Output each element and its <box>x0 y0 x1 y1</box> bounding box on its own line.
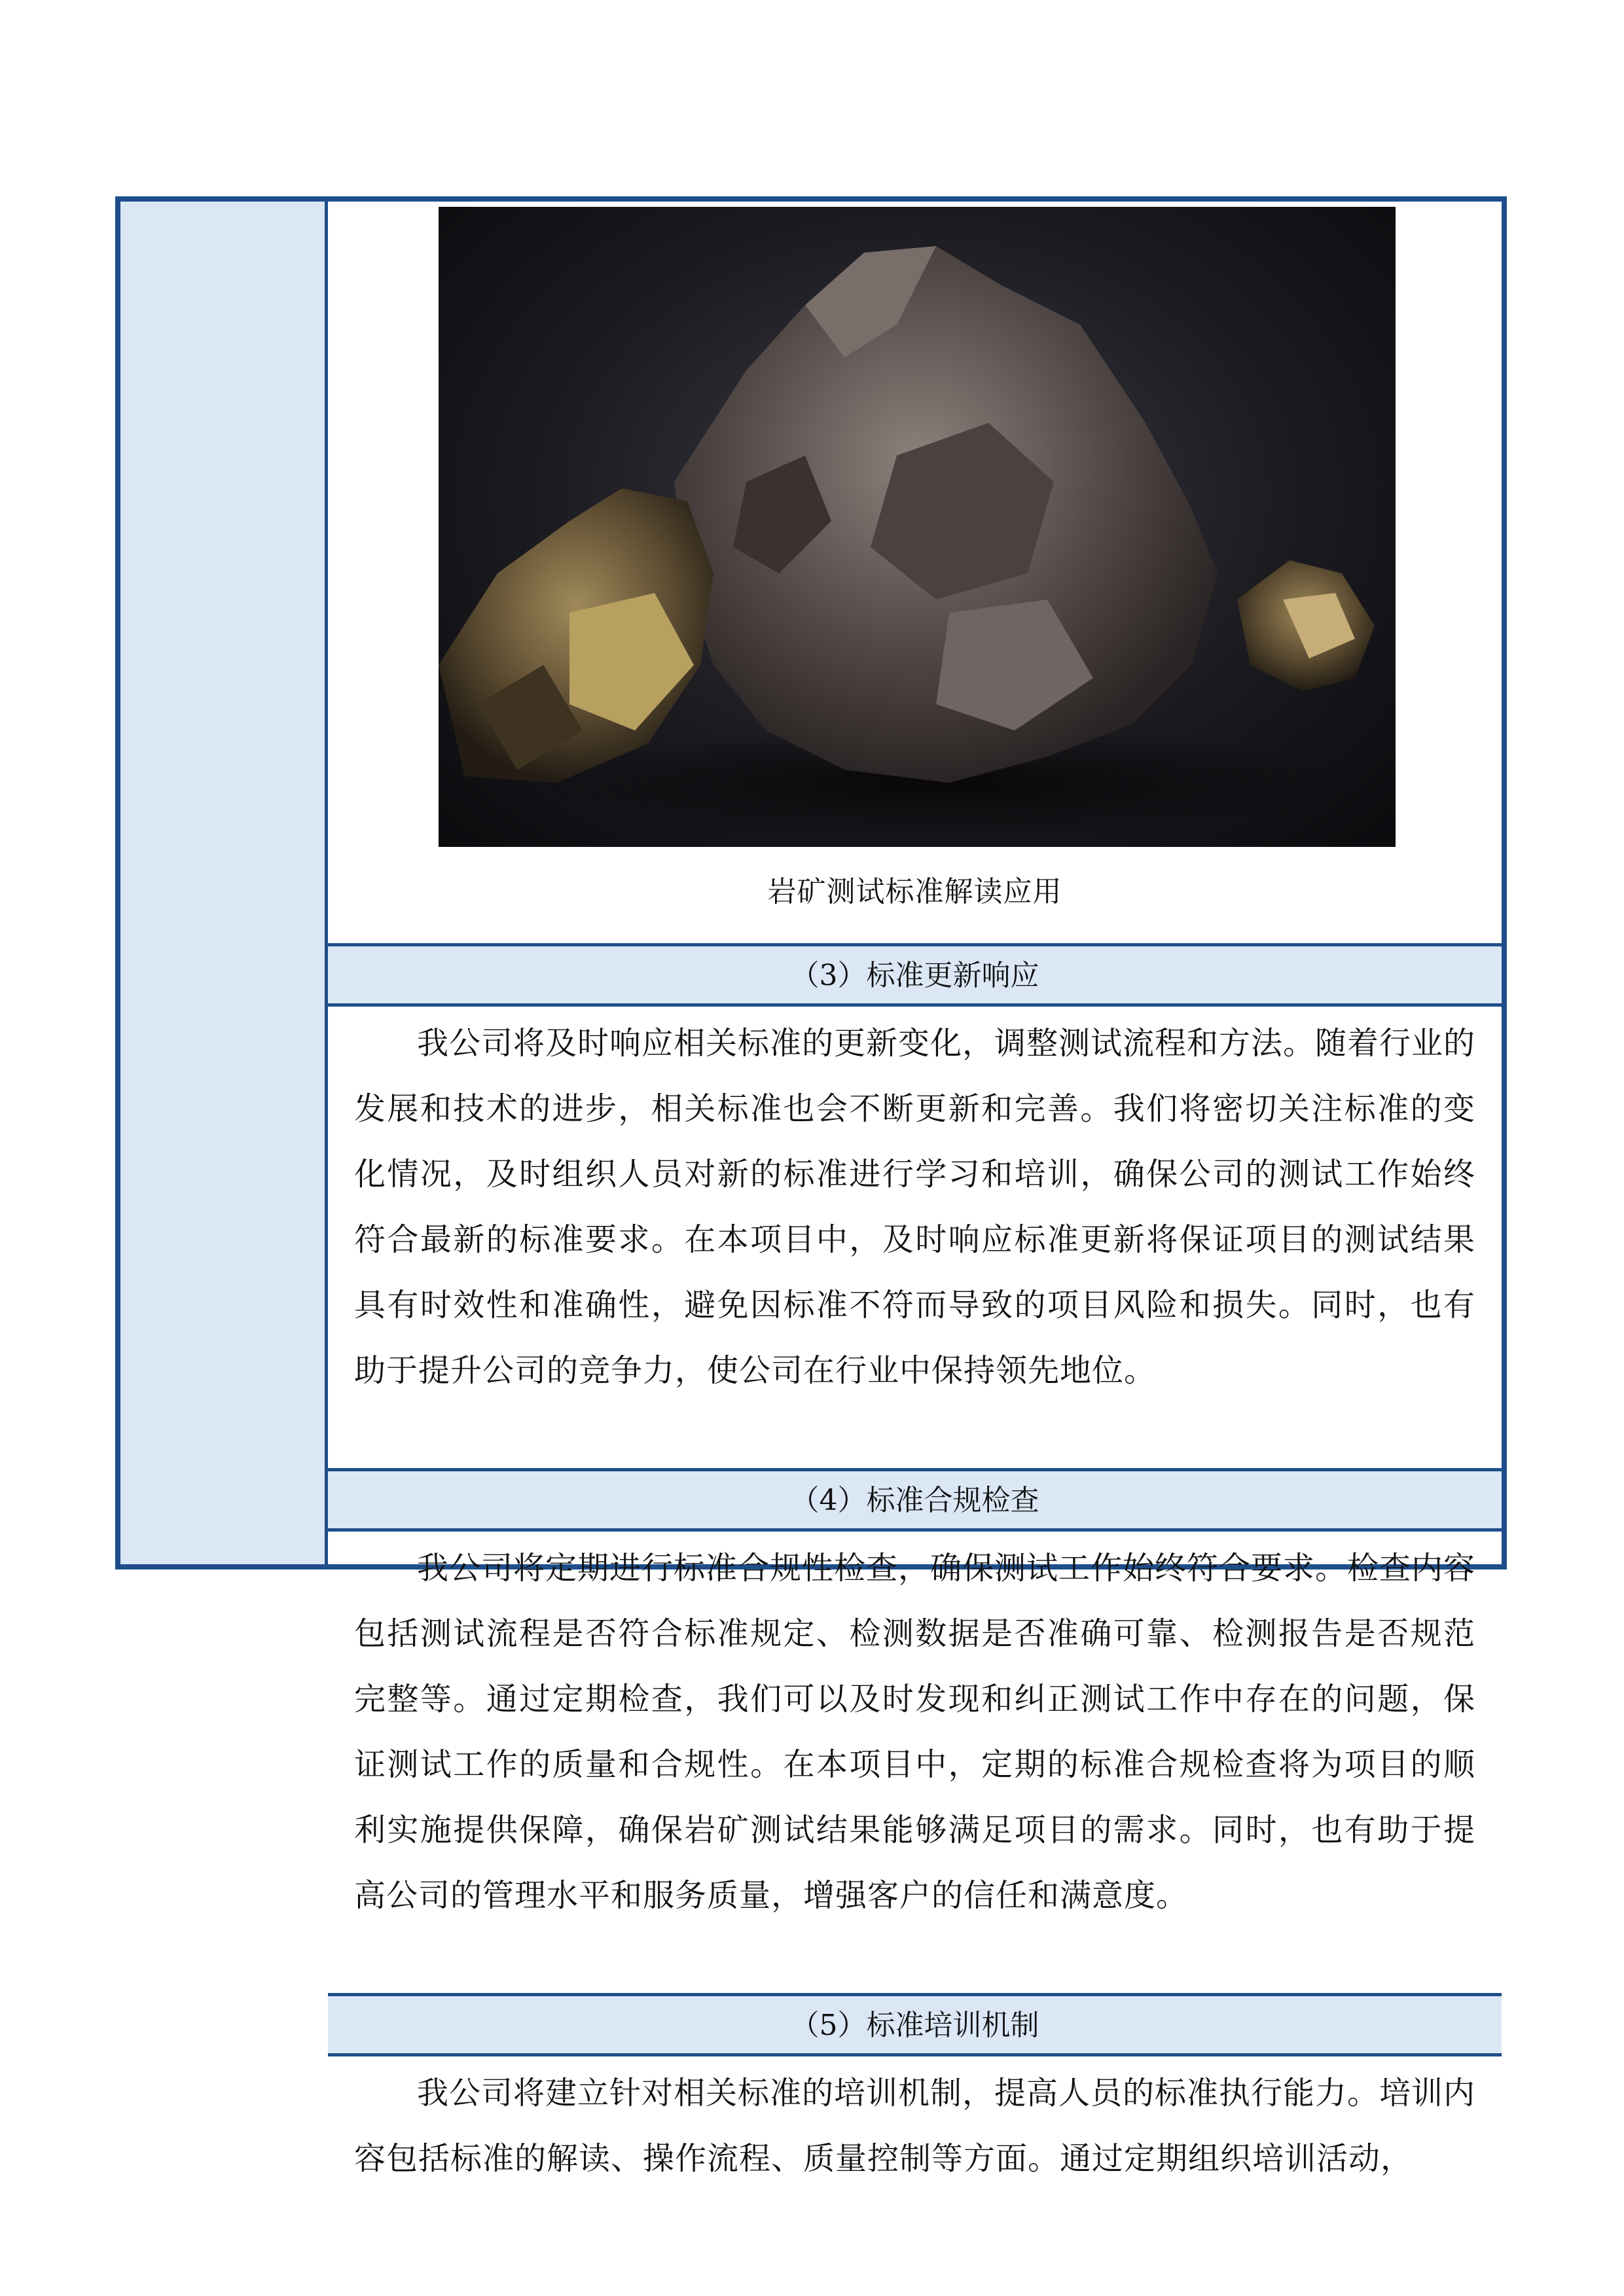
rock-illustration <box>439 207 1396 847</box>
figure-cell <box>328 202 1502 946</box>
section-paragraph-4: 我公司将定期进行标准合规性检查，确保测试工作始终符合要求。检查内容包括测试流程是否符合标准规定、检测数据是否准确可靠、检测报告是否规范完整等。通过定期检查，我们可以及时发现和纠正测试工作中存在的问题，保证测试工作的质量和合规性。在本项目中，定期的标准合规检查将为项目的顺利实施提供保障，确保岩矿测试结果能够满足项目的需求。同时，也有助于提高公司的管理水平和服务质量，增强客户的信任和满意度。 <box>354 1550 1476 1914</box>
section-body-5 <box>328 2056 1502 2219</box>
right-content-column <box>328 202 1502 2177</box>
left-label-column <box>120 202 328 1564</box>
section-heading-3: （3）标准更新响应 <box>328 946 1502 1007</box>
section-body-3 <box>328 1007 1502 1471</box>
section-heading-4: （4）标准合规检查 <box>328 1471 1502 1532</box>
section-heading-5: （5）标准培训机制 <box>328 1996 1502 2056</box>
section-paragraph-5: 我公司将建立针对相关标准的培训机制，提高人员的标准执行能力。培训内容包括标准的解读、操作流程、质量控制等方面。通过定期组织培训活动， <box>354 2075 1476 2177</box>
mineral-rock-photo <box>439 207 1396 847</box>
section-body-4 <box>328 1532 1502 1996</box>
content-table <box>115 196 1507 2177</box>
section-paragraph-3: 我公司将及时响应相关标准的更新变化，调整测试流程和方法。随着行业的发展和技术的进步，相关标准也会不断更新和完善。我们将密切关注标准的变化情况，及时组织人员对新的标准进行学习和培训，确保公司的测试工作始终符合最新的标准要求。在本项目中，及时响应标准更新将保证项目的测试结果具有时效性和准确性，避免因标准不符而导致的项目风险和损失。同时，也有助于提升公司的竞争力，使公司在行业中保持领先地位。 <box>354 1025 1476 1389</box>
figure-caption: 岩矿测试标准解读应用 <box>767 875 1062 908</box>
